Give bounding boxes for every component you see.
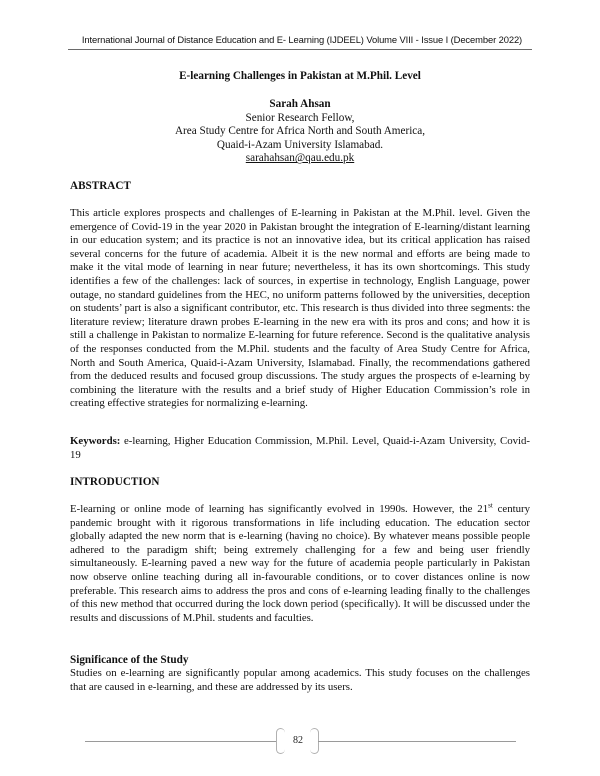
ordinal-superscript: st	[488, 501, 493, 510]
introduction-text-start: E-learning or online mode of learning has significantly evolved in 1990s. However, the 21	[70, 503, 489, 515]
keywords-label: Keywords:	[70, 435, 121, 447]
page-number: 82	[293, 735, 303, 746]
article-title: E-learning Challenges in Pakistan at M.Phil. Level	[179, 70, 421, 82]
keywords-text: e-learning, Higher Education Commission, M.Phil. Level, Quaid-i-Azam University, Covid-19	[70, 435, 530, 461]
author-email-link[interactable]: sarahahsan@qau.edu.pk	[245, 152, 355, 165]
abstract-text: This article explores prospects and challenges of E-learning in Pakistan at the M.Phil. level. Given the emergence of Covid-19 in the year 2020 in Pakistan brought the integration of E-learning/distant learning in our education system; and its practice is not an innovative idea, but its critical application has raised several concerns for the future of academia. Albeit it is the new normal and efforts are being made to make it the vital mode of learning in near future; nevertheless, it has its own shortcomings. This study identifies a few of the challenges: lack of sources, in expertise in technology, English Language, power outage, no standard guidelines from the HEC, no uniform patterns followed by the universities, deception on students’ part is also a significant contributor, etc. This research is thus divided into three segments: the literature review; literature drawn probes E-learning in the new era with its pros and cons; and how it is still a challenge in Pakistan to normalize E-learning for future reference. Second is the qualitative analysis of the responses conducted from the M.Phil. students and the faculty of Area Study Centre for Africa, North and South America, Quaid-i-Azam University, Islamabad. Finally, the recommendations gathered from the deduced results and focused group discussions. The study argues the prospects of e-learning by combining the literature with the results and a brief study of Higher Education Commission’s role in creating effective strategies for normalizing e-learning.	[70, 207, 530, 410]
keywords-paragraph	[70, 435, 530, 462]
introduction-heading: INTRODUCTION	[70, 476, 160, 488]
author-block	[70, 98, 530, 166]
running-header: International Journal of Distance Education and E- Learning (IJDEEL) Volume VIII - Issue I (December 2022)	[81, 34, 523, 45]
introduction-text-rest: century pandemic brought with it rigorous transformations in life including education. The education sector globally adapted the new norm that is e-learning (having no choice). By whatever means possible people adhered to the paradigm shift; being extremely challenging for a few and being user friendly simultaneously. E-learning paved a new way for the future of academia people particularly in Pakistan now observe online teaching during all in-favourable conditions, or to cover distances online is now preferable. This research aims to address the pros and cons of e-learning leading finally to the challenges of this new method that occurred during the lock down period (specifically). It will be discussed under the results and discussions of M.Phil. students and faculties.	[70, 503, 530, 624]
footer-rule-right	[318, 741, 516, 742]
abstract-heading: ABSTRACT	[70, 180, 131, 192]
significance-text: Studies on e-learning are significantly popular among academics. This study focuses on the challenges that are caused in e-learning, and these are addressed by its users.	[70, 667, 530, 693]
author-name: Sarah Ahsan	[269, 98, 331, 110]
author-department: Area Study Centre for Africa North and South America,	[174, 125, 426, 138]
introduction-text	[70, 503, 530, 625]
significance-heading: Significance of the Study	[70, 654, 189, 666]
header-rule	[68, 49, 532, 50]
author-university: Quaid-i-Azam University Islamabad.	[216, 138, 384, 151]
author-position: Senior Research Fellow,	[245, 111, 355, 124]
footer-rule-left	[85, 741, 277, 742]
